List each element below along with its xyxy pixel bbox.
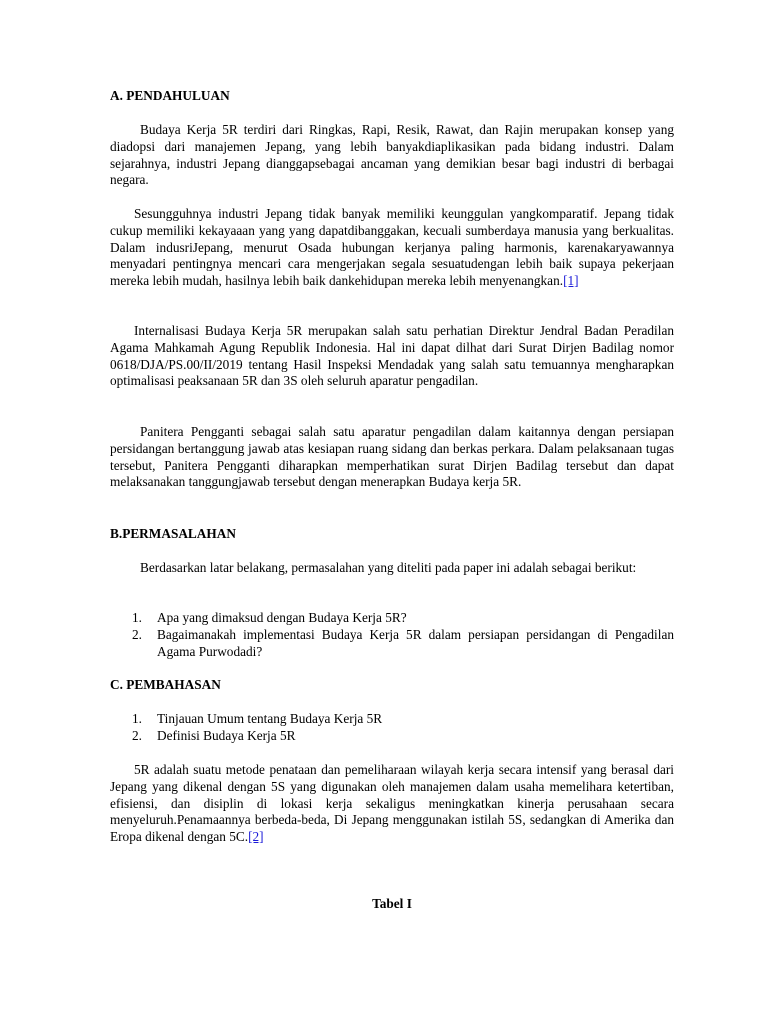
list-item-text: Apa yang dimaksud dengan Budaya Kerja 5R? (157, 610, 407, 625)
list-item (110, 610, 674, 627)
paragraph-panitera: Panitera Pengganti sebagai salah satu aparatur pengadilan dalam kaitannya dengan persiapan persidangan bertanggung jawab atas kesiapan ruang sidang dan berkas perkara. Dalam pelaksanaan tugas tersebut, Panitera Pengganti diharapkan memperhatikan surat Dirjen Badilag tersebut dan dapat melaksanakan tanggungjawab tersebut dengan menerapkan Budaya kerja 5R. (110, 424, 674, 490)
list-item (110, 711, 674, 728)
paragraph-japan-industry (110, 206, 674, 290)
list-number: 2. (132, 727, 142, 743)
paragraph-japan-industry-text: Sesungguhnya industri Jepang tidak banyak memiliki keunggulan yangkomparatif. Jepang tidak cukup memiliki kekayaaan yang yang dapatdibanggakan, kecuali sumberdaya manusia yang berkualitas. Dalam indusriJepang, menurut Osada hubungan kerjanya paling harmonis, karenakaryawannya menyadari pentingnya mencari cara mengerjakan segala sesuatudengan lebih baik supaya pekerjaan mereka lebih mudah, hasilnya lebih baik dankehidupan mereka lebih menyenangkan. (110, 206, 674, 289)
list-item-text: Tinjauan Umum tentang Budaya Kerja 5R (157, 711, 383, 726)
footnote-link-1[interactable]: [1] (563, 273, 579, 289)
list-number: 2. (132, 626, 142, 642)
problem-list (110, 610, 674, 660)
list-number: 1. (132, 711, 142, 726)
heading-permasalahan: B.PERMASALAHAN (110, 526, 236, 541)
heading-pendahuluan: A. PENDAHULUAN (110, 88, 230, 103)
paragraph-intro: Budaya Kerja 5R terdiri dari Ringkas, Rapi, Resik, Rawat, dan Rajin merupakan konsep yang diadopsi dari manajemen Jepang, yang lebih banyakdiaplikasikan pada bidang industri. Dalam sejarahnya, industri Jepang dianggapsebagai ancaman yang demikian besar bagi industri di berbagai negara. (110, 122, 674, 188)
list-item-text: Bagaimanakah implementasi Budaya Kerja 5R dalam persiapan persidangan di Pengadilan Agama Purwodadi? (157, 626, 674, 659)
discussion-list (110, 711, 674, 745)
list-item (110, 728, 674, 745)
paragraph-5r-definition-text: 5R adalah suatu metode penataan dan pemeliharaan wilayah kerja secara intensif yang berasal dari Jepang yang dikenal dengan 5S yang digunakan oleh manajemen dalam usaha memelihara ketertiban, efisiensi, dan disiplin di lokasi kerja sekaligus meningkatkan kinerja perusahaan secara menyeluruh.Penamaannya berbeda-beda, Di Jepang menggunakan istilah 5S, sedangkan di Amerika dan Eropa dikenal dengan 5C. (110, 762, 674, 845)
list-item-text: Definisi Budaya Kerja 5R (157, 727, 296, 743)
paragraph-problem-intro: Berdasarkan latar belakang, permasalahan yang diteliti pada paper ini adalah sebagai berikut: (140, 560, 637, 575)
list-number: 1. (132, 610, 142, 625)
paragraph-5r-definition (110, 762, 674, 846)
heading-pembahasan: C. PEMBAHASAN (110, 677, 221, 692)
footnote-link-2[interactable]: [2] (248, 829, 264, 845)
paragraph-internalisasi: Internalisasi Budaya Kerja 5R merupakan salah satu perhatian Direktur Jendral Badan Peradilan Agama Mahkamah Agung Republik Indonesia. Hal ini dapat dilhat dari Surat Dirjen Badilag nomor 0618/DJA/PS.00/II/2019 tentang Hasil Inspeksi Mendadak yang salah satu temuannya mengharapkan optimalisasi peaksanaan 5R dan 3S oleh seluruh aparatur pengadilan. (110, 323, 674, 389)
list-item (110, 627, 674, 661)
table-caption: Tabel I (372, 896, 412, 911)
